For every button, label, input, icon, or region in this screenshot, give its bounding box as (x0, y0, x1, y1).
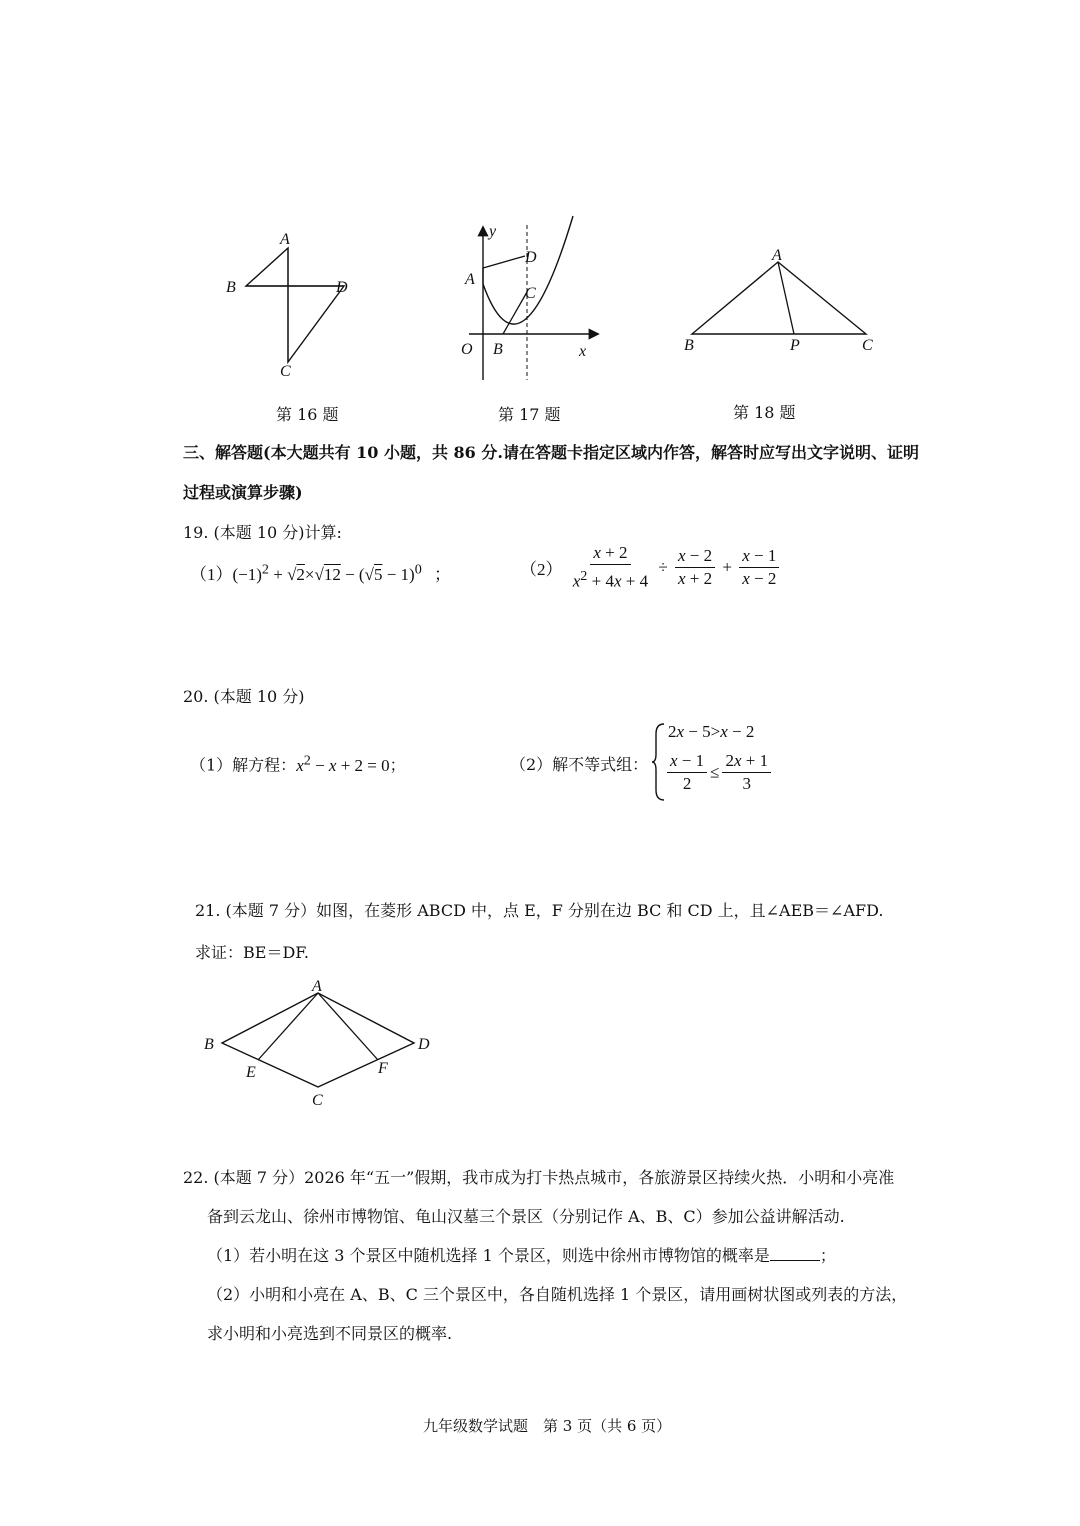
q19-part2: （2） $\frac{x + 2}{x^2 + 4x + 4}$ ÷ $\frac{x - 2}{x + 2}$ + $\frac{x - 1}{x - 2}$ (520, 544, 782, 591)
fig18-caption: 第 18 题 (733, 403, 796, 422)
section3-heading-line1: 三、解答题(本大题共有 10 小题，共 86 分.请在答题卡指定区域内作答，解答时应写出文字说明、证明 (183, 443, 919, 462)
q19-p2-label: （2） (520, 559, 563, 579)
q22-line3-tail: ； (819, 1246, 836, 1265)
fig21-label-e: E (246, 1064, 256, 1081)
q22-line3 (207, 1243, 836, 1266)
fig17-label-o: O (461, 341, 473, 358)
q22-line3-text: （1）若小明在这 3 个景区中随机选择 1 个景区，则选中徐州市博物馆的概率是 (207, 1246, 770, 1265)
q22-line5: 求小明和小亮选到不同景区的概率. (207, 1324, 453, 1343)
q21-line1: 21. (本题 7 分）如图，在菱形 ABCD 中，点 E，F 分别在边 BC 和 CD 上，且∠AEB＝∠AFD. (195, 901, 884, 920)
q20-ineq1: 2x − 5>x − 2 (668, 722, 755, 741)
section3-heading-line2: 过程或演算步骤) (183, 483, 303, 502)
page-footer: 九年级数学试题 第 3 页（共 6 页） (423, 1417, 672, 1435)
fig18-label-a: A (772, 247, 782, 264)
q21-line2: 求证：BE＝DF. (195, 943, 309, 962)
fig21-label-b: B (204, 1036, 214, 1053)
fig17-label-b: B (493, 341, 503, 358)
fig16-label-d: D (336, 279, 348, 296)
fig21-label-c: C (312, 1092, 323, 1109)
fig17-label-a: A (465, 271, 475, 288)
fig18-label-p: P (790, 337, 800, 354)
fig17-caption: 第 17 题 (498, 405, 561, 424)
fig17-label-d: D (525, 249, 537, 266)
fig16-label-a: A (280, 231, 290, 248)
fig18-label-c: C (862, 337, 873, 354)
q19-p1-sep: ； (434, 565, 452, 584)
q22-line4: （2）小明和小亮在 A、B、C 三个景区中，各自随机选择 1 个景区，请用画树状图或列表的方法， (207, 1285, 908, 1304)
q19-part1: $(1)(-1)^2 + √2\times√12 - (√5 - 1)^0$ ； (190, 561, 452, 584)
answer-blank (770, 1246, 820, 1261)
q20-part1: （1）解方程：$x^2 - x + 2 = 0$； (190, 752, 406, 775)
fig16-caption: 第 16 题 (276, 405, 339, 424)
q19-header: 19. (本题 10 分)计算: (183, 523, 342, 542)
fig21-label-d: D (418, 1036, 430, 1053)
fig16-label-c: C (280, 363, 291, 380)
figure-18 (680, 248, 880, 358)
fig17-label-y: y (489, 223, 497, 240)
fig16-label-b: B (226, 279, 236, 296)
q20-ineq2: $\frac{x - 1}{2}$ ≤ $\frac{2x + 1}{3}$ (664, 752, 774, 793)
q22-line2: 备到云龙山、徐州市博物馆、龟山汉墓三个景区（分别记作 A、B、C）参加公益讲解活动. (207, 1207, 845, 1226)
q22-line1: 22. (本题 7 分）2026 年“五一”假期，我市成为打卡热点城市，各旅游景区持续火热．小明和小亮准 (183, 1168, 895, 1187)
fig18-label-b: B (684, 337, 694, 354)
q20-p1-label: （1）解方程： (190, 755, 297, 775)
q20-p1-tail: ； (389, 755, 406, 775)
figure-17 (455, 220, 615, 385)
fig17-label-x: x (579, 343, 587, 360)
fig17-label-c: C (525, 285, 536, 302)
fig21-label-a: A (312, 978, 322, 995)
figure-16 (220, 228, 360, 380)
figure-21 (200, 975, 440, 1115)
fig21-label-f: F (378, 1060, 388, 1077)
q20-header: 20. (本题 10 分) (183, 687, 305, 706)
q19-p1-label: （1） (190, 565, 233, 584)
q20-p2-label: （2）解不等式组： (510, 755, 649, 774)
